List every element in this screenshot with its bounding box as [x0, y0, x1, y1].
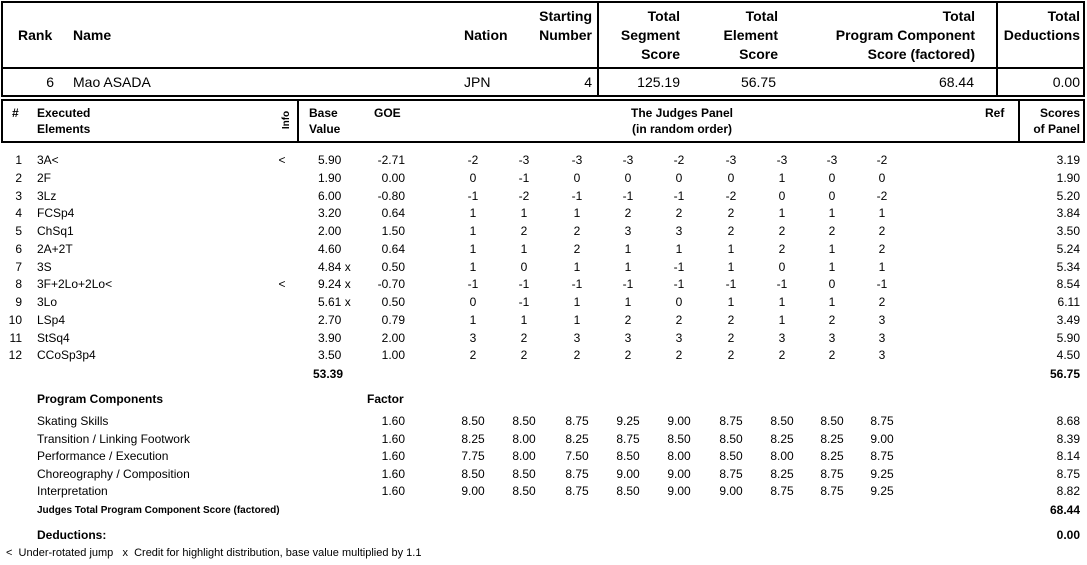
- summary-top-border: [2, 1, 1084, 3]
- component-score: 8.68: [1056, 414, 1080, 428]
- element-number: 11: [9, 330, 22, 345]
- header-total-deductions: Total Deductions: [1003, 8, 1080, 43]
- element-goe: 0.64: [381, 206, 405, 221]
- judge-mark: -2: [467, 153, 479, 167]
- skater-total-segment-score: 125.19: [637, 74, 680, 90]
- judge-mark: -2: [725, 188, 737, 203]
- component-name: Transition / Linking Footwork: [37, 431, 190, 446]
- judge-mark: 1: [778, 170, 786, 185]
- judge-mark: 0: [469, 295, 477, 309]
- judge-mark: 1: [469, 241, 477, 256]
- judge-mark: 2: [573, 348, 581, 363]
- judge-mark: 1: [573, 312, 581, 327]
- judge-mark: -1: [467, 277, 479, 292]
- header-base-value: Base Value: [309, 106, 341, 136]
- program-components-title: Program Components: [37, 392, 164, 406]
- element-name: 3S: [37, 259, 52, 274]
- element-goe: 0.50: [381, 259, 405, 274]
- component-judge-mark: 8.00: [770, 449, 794, 463]
- element-base-value: 5.90: [318, 153, 342, 167]
- judge-mark: -1: [622, 188, 634, 203]
- element-number: 9: [15, 295, 22, 309]
- judge-mark: 1: [520, 241, 528, 256]
- element-name: CCoSp3p4: [37, 348, 96, 363]
- element-name: 3F+2Lo+2Lo<: [37, 277, 113, 292]
- judge-mark: 1: [878, 259, 886, 274]
- element-number: 6: [15, 241, 22, 256]
- judge-mark: 2: [778, 224, 786, 238]
- judge-mark: 1: [624, 295, 632, 309]
- judge-mark: 0: [828, 188, 836, 203]
- component-judge-mark: 8.50: [616, 484, 640, 498]
- pcs-total-value: 68.44: [1049, 503, 1080, 517]
- component-name: Skating Skills: [37, 414, 109, 428]
- element-number: 8: [15, 277, 22, 292]
- judge-mark: -1: [467, 188, 479, 203]
- component-judge-mark: 8.50: [461, 466, 485, 481]
- elements-score-total: 56.75: [1049, 367, 1080, 381]
- judge-mark: -3: [622, 153, 634, 167]
- component-judge-mark: 8.75: [770, 484, 794, 498]
- header-rank: Rank: [18, 27, 53, 43]
- elements-header-right-border: [1083, 99, 1085, 143]
- judge-mark: 2: [727, 330, 735, 345]
- header-judges-panel: The Judges Panel (in random order): [630, 106, 734, 136]
- component-judge-mark: 8.75: [565, 466, 589, 481]
- skater-total-element-score: 56.75: [740, 74, 776, 90]
- judge-mark: 3: [675, 224, 683, 238]
- element-score: 3.50: [1056, 224, 1080, 238]
- judge-mark: 0: [469, 170, 477, 185]
- skater-total-deductions: 0.00: [1052, 74, 1080, 90]
- judge-mark: 1: [727, 295, 735, 309]
- element-base-value: 3.50: [318, 348, 342, 363]
- component-judge-mark: 8.00: [512, 449, 536, 463]
- judge-mark: 1: [624, 241, 632, 256]
- judge-mark: -2: [518, 188, 530, 203]
- header-total-pcs: Total Program Component Score (factored): [835, 8, 975, 62]
- component-judge-mark: 8.50: [461, 414, 485, 428]
- header-scores-of-panel: Scores of Panel: [1033, 106, 1080, 136]
- component-judge-mark: 8.00: [667, 449, 691, 463]
- element-name: FCSp4: [37, 206, 75, 221]
- header-info-box: [272, 112, 302, 128]
- element-number: 7: [15, 259, 22, 274]
- pcs-total-label: Judges Total Program Component Score (factored): [37, 505, 280, 516]
- judge-mark: -1: [571, 277, 583, 292]
- judge-mark: 2: [878, 224, 886, 238]
- judge-mark: 1: [469, 224, 477, 238]
- judge-mark: -3: [571, 153, 583, 167]
- judge-mark: -1: [673, 259, 685, 274]
- program-components-factor-label: Factor: [367, 392, 404, 406]
- element-score: 5.20: [1056, 188, 1080, 203]
- element-goe: 0.50: [381, 295, 405, 309]
- element-score: 6.11: [1057, 295, 1080, 309]
- component-judge-mark: 8.75: [616, 431, 640, 446]
- judge-mark: 1: [878, 206, 886, 221]
- judge-mark: 3: [878, 312, 886, 327]
- judge-mark: -2: [673, 153, 685, 167]
- element-name: 2F: [37, 170, 52, 185]
- element-number: 10: [8, 312, 22, 327]
- component-judge-mark: 8.00: [512, 431, 536, 446]
- judge-mark: 1: [828, 259, 836, 274]
- element-score: 5.24: [1056, 241, 1080, 256]
- deductions-label: Deductions:: [37, 528, 107, 542]
- component-judge-mark: 9.00: [616, 466, 640, 481]
- judge-mark: 1: [828, 206, 836, 221]
- skater-name: Mao ASADA: [73, 74, 151, 90]
- skater-nation: JPN: [464, 74, 491, 90]
- judge-mark: -1: [725, 277, 737, 292]
- element-number: 1: [15, 153, 22, 167]
- judge-mark: 2: [675, 206, 683, 221]
- component-judge-mark: 8.75: [870, 414, 894, 428]
- component-judge-mark: 9.25: [870, 484, 894, 498]
- summary-right-border: [1083, 1, 1085, 97]
- element-goe: 1.00: [381, 348, 405, 363]
- component-judge-mark: 8.25: [770, 431, 794, 446]
- judge-mark: 1: [573, 259, 581, 274]
- header-ref: Ref: [985, 106, 1005, 120]
- judge-mark: 3: [624, 330, 632, 345]
- judge-mark: -3: [826, 153, 838, 167]
- judge-mark: 2: [520, 330, 528, 345]
- component-score: 8.14: [1056, 449, 1080, 463]
- component-score: 8.82: [1056, 484, 1080, 498]
- judge-mark: -1: [673, 188, 685, 203]
- judge-mark: 0: [573, 170, 581, 185]
- judge-mark: 3: [878, 330, 886, 345]
- judge-mark: 3: [828, 330, 836, 345]
- skater-total-pcs: 68.44: [938, 74, 974, 90]
- element-base-value: 6.00: [318, 188, 342, 203]
- elements-header-top-border: [2, 99, 1084, 101]
- judge-mark: 2: [828, 348, 836, 363]
- element-score: 5.90: [1056, 330, 1080, 345]
- judge-mark: 1: [520, 312, 528, 327]
- summary-bottom-border: [2, 95, 1084, 97]
- component-judge-mark: 8.75: [820, 466, 844, 481]
- element-base-value: 1.90: [318, 170, 342, 185]
- judge-mark: 2: [778, 348, 786, 363]
- judge-mark: 1: [573, 206, 581, 221]
- element-name: 3Lz: [37, 188, 57, 203]
- component-judge-mark: 8.25: [565, 431, 589, 446]
- summary-divider: [996, 1, 998, 97]
- component-judge-mark: 8.50: [512, 484, 536, 498]
- deductions-value: 0.00: [1056, 528, 1080, 542]
- judge-mark: 0: [828, 277, 836, 292]
- element-goe: -0.80: [377, 188, 405, 203]
- elements-base-total: 53.39: [312, 367, 343, 381]
- judge-mark: 3: [469, 330, 477, 345]
- summary-left-border: [1, 1, 3, 97]
- element-info: <: [278, 153, 286, 167]
- element-name: 3A<: [37, 153, 59, 167]
- header-executed-elements: Executed Elements: [37, 106, 91, 136]
- judge-mark: 2: [828, 312, 836, 327]
- judge-mark: -1: [776, 277, 788, 292]
- judge-mark: -1: [673, 277, 685, 292]
- component-name: Interpretation: [37, 484, 108, 498]
- component-judge-mark: 8.50: [719, 449, 743, 463]
- component-factor: 1.60: [381, 466, 405, 481]
- element-base-value: 2.00: [318, 224, 342, 238]
- header-element-number: #: [12, 106, 19, 120]
- judge-mark: 1: [828, 295, 836, 309]
- judge-mark: 0: [778, 259, 786, 274]
- element-base-value: 3.90: [318, 330, 342, 345]
- element-goe: 0.79: [381, 312, 405, 327]
- judge-mark: 2: [778, 241, 786, 256]
- component-judge-mark: 7.75: [461, 449, 485, 463]
- summary-divider: [597, 1, 599, 97]
- judge-mark: -1: [876, 277, 888, 292]
- judge-mark: 1: [828, 241, 836, 256]
- judge-mark: -1: [518, 277, 530, 292]
- component-judge-mark: 8.50: [512, 414, 536, 428]
- judge-mark: 2: [727, 224, 735, 238]
- elements-header-divider: [1018, 99, 1020, 143]
- element-name: LSp4: [37, 312, 66, 327]
- element-name: ChSq1: [37, 224, 74, 238]
- component-name: Performance / Execution: [37, 449, 169, 463]
- component-judge-mark: 8.75: [719, 414, 743, 428]
- header-info: Info: [281, 110, 292, 130]
- component-factor: 1.60: [381, 414, 405, 428]
- element-number: 5: [15, 224, 22, 238]
- judge-mark: 2: [573, 224, 581, 238]
- judge-mark: 3: [778, 330, 786, 345]
- component-judge-mark: 8.50: [667, 431, 691, 446]
- skater-rank: 6: [46, 74, 54, 90]
- element-score: 8.54: [1056, 277, 1080, 292]
- judge-mark: 1: [469, 206, 477, 221]
- component-judge-mark: 9.00: [667, 484, 691, 498]
- component-judge-mark: 8.25: [820, 431, 844, 446]
- judge-mark: -3: [518, 153, 530, 167]
- judge-mark: 3: [573, 330, 581, 345]
- judge-mark: 2: [675, 312, 683, 327]
- judge-mark: 2: [469, 348, 477, 363]
- header-total-element-score: Total Element Score: [723, 8, 778, 62]
- element-score: 3.49: [1056, 312, 1080, 327]
- component-score: 8.39: [1056, 431, 1080, 446]
- element-name: 3Lo: [37, 295, 58, 309]
- component-judge-mark: 8.50: [770, 414, 794, 428]
- component-factor: 1.60: [381, 431, 405, 446]
- judge-mark: 1: [675, 241, 683, 256]
- component-score: 8.75: [1056, 466, 1080, 481]
- element-info: <: [278, 277, 286, 292]
- judge-mark: 0: [624, 170, 632, 185]
- judge-mark: 2: [520, 348, 528, 363]
- element-score: 3.84: [1056, 206, 1080, 221]
- header-goe: GOE: [374, 106, 401, 120]
- judge-mark: 1: [778, 295, 786, 309]
- component-judge-mark: 8.75: [870, 449, 894, 463]
- judge-mark: 0: [675, 295, 683, 309]
- judge-mark: 1: [469, 312, 477, 327]
- header-starting-number: Starting Number: [539, 8, 592, 43]
- element-base-value: 3.20: [318, 206, 342, 221]
- element-name: StSq4: [37, 330, 70, 345]
- judge-mark: 0: [778, 188, 786, 203]
- judge-mark: 1: [624, 259, 632, 274]
- element-score: 5.34: [1056, 259, 1080, 274]
- summary-header-divider: [2, 67, 1084, 69]
- judge-mark: 1: [520, 206, 528, 221]
- judge-mark: 0: [878, 170, 886, 185]
- element-goe: -0.70: [377, 277, 405, 292]
- component-judge-mark: 8.25: [820, 449, 844, 463]
- judge-mark: 2: [520, 224, 528, 238]
- component-judge-mark: 9.00: [667, 466, 691, 481]
- component-judge-mark: 8.50: [616, 449, 640, 463]
- element-number: 2: [15, 170, 22, 185]
- judge-mark: 2: [624, 348, 632, 363]
- judge-mark: 2: [878, 295, 886, 309]
- judge-mark: 1: [573, 295, 581, 309]
- element-name: 2A+2T: [37, 241, 73, 256]
- judge-mark: 2: [727, 348, 735, 363]
- element-base-value: 4.60: [318, 241, 342, 256]
- footnote-legend: < Under-rotated jump x Credit for highlight distribution, base value multiplied by 1.1: [6, 547, 422, 559]
- judge-mark: 2: [624, 312, 632, 327]
- judge-mark: 2: [878, 241, 886, 256]
- judge-mark: -1: [518, 295, 530, 309]
- element-score: 3.19: [1056, 153, 1080, 167]
- component-factor: 1.60: [381, 449, 405, 463]
- skater-starting-number: 4: [584, 74, 592, 90]
- element-number: 3: [15, 188, 22, 203]
- element-goe: 0.00: [381, 170, 405, 185]
- judge-mark: -3: [725, 153, 737, 167]
- component-judge-mark: 9.00: [667, 414, 691, 428]
- element-goe: 2.00: [381, 330, 405, 345]
- judge-mark: 3: [878, 348, 886, 363]
- judge-mark: 1: [727, 241, 735, 256]
- judge-mark: -2: [876, 188, 888, 203]
- judge-mark: 2: [624, 206, 632, 221]
- judge-mark: 1: [778, 206, 786, 221]
- component-judge-mark: 9.00: [719, 484, 743, 498]
- component-judge-mark: 7.50: [565, 449, 589, 463]
- judge-mark: 2: [727, 312, 735, 327]
- element-goe: 1.50: [381, 224, 405, 238]
- judge-mark: 3: [624, 224, 632, 238]
- element-score: 4.50: [1056, 348, 1080, 363]
- header-name: Name: [73, 27, 112, 43]
- elements-header-bottom-border: [2, 141, 1084, 143]
- element-number: 12: [8, 348, 22, 363]
- component-judge-mark: 8.75: [565, 484, 589, 498]
- judge-mark: 2: [573, 241, 581, 256]
- judge-mark: 0: [520, 259, 528, 274]
- element-number: 4: [15, 206, 22, 221]
- judge-mark: -1: [571, 188, 583, 203]
- component-judge-mark: 9.00: [461, 484, 485, 498]
- component-factor: 1.60: [381, 484, 405, 498]
- element-base-value: 5.61 x: [318, 295, 351, 309]
- component-judge-mark: 8.25: [461, 431, 485, 446]
- component-judge-mark: 9.00: [870, 431, 894, 446]
- element-base-value: 4.84 x: [318, 259, 351, 274]
- judge-mark: -1: [622, 277, 634, 292]
- component-judge-mark: 8.50: [719, 431, 743, 446]
- judge-mark: -2: [876, 153, 888, 167]
- component-judge-mark: 8.75: [565, 414, 589, 428]
- judge-mark: 0: [675, 170, 683, 185]
- judge-mark: 1: [469, 259, 477, 274]
- element-base-value: 9.24 x: [318, 277, 351, 292]
- header-nation: Nation: [464, 27, 508, 43]
- element-base-value: 2.70: [318, 312, 342, 327]
- judge-mark: 2: [727, 206, 735, 221]
- header-total-segment-score: Total Segment Score: [620, 8, 680, 62]
- element-goe: 0.64: [381, 241, 405, 256]
- component-judge-mark: 9.25: [870, 466, 894, 481]
- component-judge-mark: 9.25: [616, 414, 640, 428]
- element-score: 1.90: [1056, 170, 1080, 185]
- judge-mark: 1: [778, 312, 786, 327]
- component-judge-mark: 8.50: [512, 466, 536, 481]
- elements-header-left-border: [1, 99, 3, 143]
- judge-mark: 0: [828, 170, 836, 185]
- element-goe: -2.71: [377, 153, 405, 167]
- component-judge-mark: 8.75: [820, 484, 844, 498]
- judge-mark: -3: [776, 153, 788, 167]
- judge-mark: 2: [828, 224, 836, 238]
- component-judge-mark: 8.25: [770, 466, 794, 481]
- judge-mark: 2: [675, 348, 683, 363]
- judge-mark: 1: [727, 259, 735, 274]
- judge-mark: 0: [727, 170, 735, 185]
- component-judge-mark: 8.75: [719, 466, 743, 481]
- judge-mark: -1: [518, 170, 530, 185]
- component-name: Choreography / Composition: [37, 466, 190, 481]
- component-judge-mark: 8.50: [820, 414, 844, 428]
- judge-mark: 3: [675, 330, 683, 345]
